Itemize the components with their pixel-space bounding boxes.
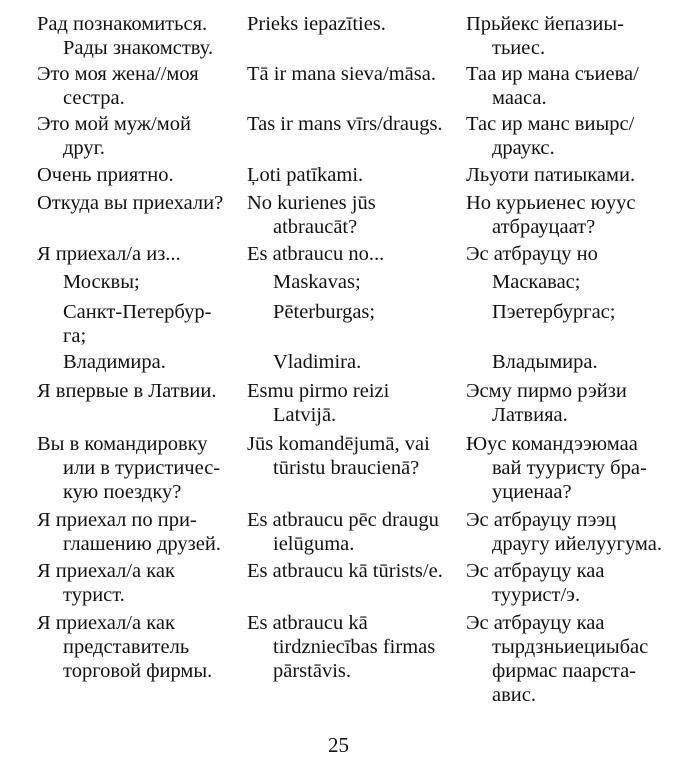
russian-phrase: Очень приятно. [37,164,174,186]
transcription: Прьйекс йепазиы- тьиес. [466,13,624,59]
latvian-phrase: Vladimira. [273,351,362,373]
latvian-phrase: Es atbraucu pēc draugu ielūguma. [247,509,439,555]
transcription: Льуоти патиыками. [466,164,636,186]
latvian-phrase: Tā ir mana sieva/māsa. [247,63,436,85]
russian-phrase: Это мой муж/мой друг. [37,113,191,159]
latvian-phrase: Esmu pirmo reizi Latvijā. [247,380,390,426]
russian-phrase: Откуда вы приехали? [37,192,224,214]
latvian-phrase: Es atbraucu kā tūrists/e. [247,560,443,582]
transcription: Эс атбрауцу но [466,243,598,265]
transcription: Маскавас; [492,271,581,293]
transcription: Юус командээюмаа вай тууристу бра- уциенаа? [466,433,647,503]
transcription: Тас ир манс виырс/ драукс. [466,113,635,159]
latvian-phrase: Jūs komandējumā, vai tūristu braucienā? [247,433,430,479]
transcription: Пэетербургас; [492,301,616,323]
transcription: Эс атбрауцу пээц драугу ийелуугума. [466,509,662,555]
transcription: Эс атбрауцу каа тырдзньиециыбас фирмас паарста- авис. [466,612,649,706]
russian-phrase: Это моя жена//моя сестра. [37,63,199,109]
russian-phrase: Владимира. [63,351,166,373]
latvian-phrase: Pēterburgas; [273,301,376,323]
transcription: Таа ир мана съиева/ мааса. [466,63,639,109]
transcription: Владымира. [492,351,598,373]
latvian-phrase: Tas ir mans vīrs/draugs. [247,113,443,135]
page-number: 25 [328,733,349,757]
russian-phrase: Я приехал/а из... [37,243,181,265]
russian-phrase: Я приехал по при- глашению друзей. [37,509,221,555]
latvian-phrase: Es atbraucu no... [247,243,385,265]
russian-phrase: Рад познакомиться. Рады знакомству. [37,13,214,59]
russian-phrase: Я приехал/а как турист. [37,560,175,606]
latvian-phrase: Es atbraucu kā tirdzniecības firmas pārstāvis. [247,612,436,682]
latvian-phrase: Maskavas; [273,271,361,293]
russian-phrase: Вы в командировку или в туристичес- кую поездку? [37,433,221,503]
russian-phrase: Я приехал/а как представитель торговой фирмы. [37,612,213,682]
russian-phrase: Я впервые в Латвии. [37,380,217,402]
latvian-phrase: Prieks iepazīties. [247,13,386,35]
transcription: Эсму пирмо рэйзи Латвияа. [466,380,627,426]
latvian-phrase: No kurienes jūs atbraucāt? [247,192,376,238]
transcription: Но курьиенес юуус атбрауцаат? [466,192,636,238]
latvian-phrase: Ļoti patīkami. [247,164,364,186]
transcription: Эс атбрауцу каа туурист/э. [466,560,605,606]
russian-phrase: Москвы; [63,271,140,293]
russian-phrase: Санкт-Петербур- га; [63,301,212,347]
